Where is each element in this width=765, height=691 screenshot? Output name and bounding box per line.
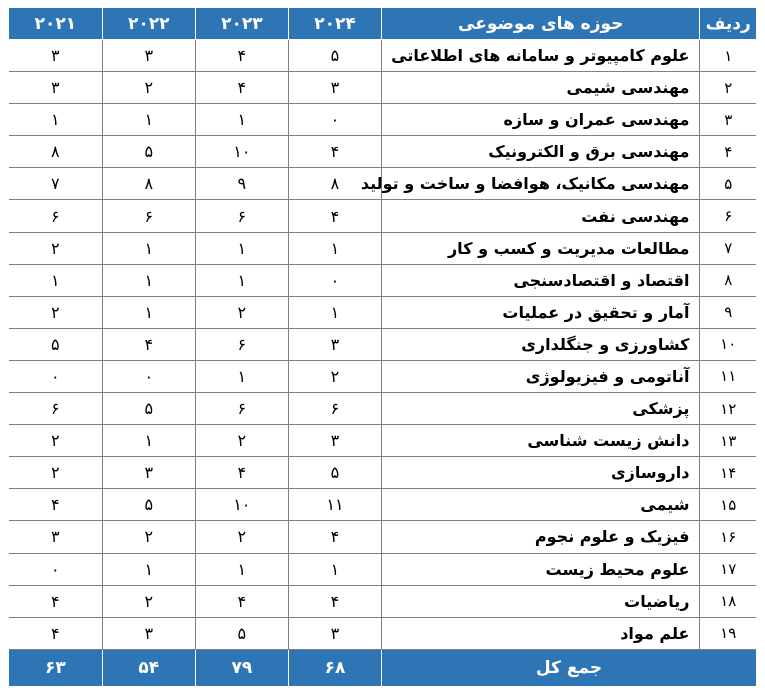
table-row [9, 553, 756, 585]
cell-value-2022: ۱ [102, 264, 195, 296]
cell-subject-area: ریاضیات [382, 585, 700, 617]
cell-value-2021: ۳ [9, 521, 102, 553]
cell-row-number: ۶ [700, 200, 756, 232]
cell-value-2021: ۱ [9, 264, 102, 296]
table-row [9, 40, 756, 72]
cell-row-number: ۱۰ [700, 328, 756, 360]
cell-value-2021: ۲ [9, 457, 102, 489]
cell-value-2023: ۱۰ [195, 489, 288, 521]
cell-value-2021: ۶ [9, 200, 102, 232]
table-row [9, 489, 756, 521]
cell-row-number: ۱۷ [700, 553, 756, 585]
cell-value-2021: ۸ [9, 136, 102, 168]
cell-value-2023: ۴ [195, 40, 288, 72]
cell-subject-area: مهندسی مکانیک، هوافضا و ساخت و تولید [382, 168, 700, 200]
cell-value-2023: ۲ [195, 521, 288, 553]
cell-value-2021: ۳ [9, 72, 102, 104]
total-value-2021: ۶۳ [9, 650, 102, 687]
cell-value-2023: ۲ [195, 425, 288, 457]
cell-subject-area: مهندسی شیمی [382, 72, 700, 104]
cell-row-number: ۹ [700, 296, 756, 328]
cell-value-2022: ۲ [102, 72, 195, 104]
cell-row-number: ۱۱ [700, 360, 756, 392]
cell-subject-area: علوم محیط زیست [382, 553, 700, 585]
cell-subject-area: آمار و تحقیق در عملیات [382, 296, 700, 328]
cell-value-2024: ۶ [288, 393, 381, 425]
table-row [9, 168, 756, 200]
total-value-2023: ۷۹ [195, 650, 288, 687]
table-row [9, 521, 756, 553]
table-row [9, 585, 756, 617]
table-row [9, 104, 756, 136]
table-row [9, 72, 756, 104]
column-header-year-2024: ۲۰۲۴ [288, 8, 381, 40]
cell-row-number: ۷ [700, 232, 756, 264]
total-row [9, 650, 756, 687]
cell-value-2024: ۳ [288, 617, 381, 649]
cell-value-2021: ۶ [9, 393, 102, 425]
table-row [9, 232, 756, 264]
cell-value-2023: ۱ [195, 360, 288, 392]
cell-value-2021: ۱ [9, 104, 102, 136]
cell-value-2024: ۴ [288, 200, 381, 232]
header-row [9, 8, 756, 40]
cell-value-2021: ۲ [9, 296, 102, 328]
cell-subject-area: مهندسی نفت [382, 200, 700, 232]
cell-value-2022: ۱ [102, 425, 195, 457]
cell-value-2023: ۱ [195, 104, 288, 136]
cell-value-2022: ۳ [102, 40, 195, 72]
cell-value-2024: ۳ [288, 328, 381, 360]
cell-value-2022: ۲ [102, 521, 195, 553]
cell-row-number: ۱۸ [700, 585, 756, 617]
column-header-year-2023: ۲۰۲۳ [195, 8, 288, 40]
cell-value-2023: ۱۰ [195, 136, 288, 168]
cell-value-2024: ۱ [288, 296, 381, 328]
cell-row-number: ۱۲ [700, 393, 756, 425]
cell-subject-area: مهندسی برق و الکترونیک [382, 136, 700, 168]
cell-value-2024: ۰ [288, 264, 381, 296]
cell-value-2021: ۲ [9, 425, 102, 457]
cell-value-2021: ۴ [9, 617, 102, 649]
cell-value-2024: ۱ [288, 232, 381, 264]
cell-subject-area: مطالعات مدیریت و کسب و کار [382, 232, 700, 264]
table-footer [9, 650, 756, 687]
table-row [9, 425, 756, 457]
table-row [9, 296, 756, 328]
cell-value-2024: ۴ [288, 521, 381, 553]
cell-value-2024: ۴ [288, 136, 381, 168]
cell-row-number: ۱۹ [700, 617, 756, 649]
cell-subject-area: فیزیک و علوم نجوم [382, 521, 700, 553]
table-row [9, 200, 756, 232]
cell-value-2024: ۴ [288, 585, 381, 617]
cell-row-number: ۱۶ [700, 521, 756, 553]
cell-subject-area: مهندسی عمران و سازه [382, 104, 700, 136]
cell-value-2024: ۸ [288, 168, 381, 200]
cell-value-2021: ۲ [9, 232, 102, 264]
cell-value-2022: ۰ [102, 360, 195, 392]
cell-value-2021: ۴ [9, 489, 102, 521]
cell-value-2022: ۵ [102, 393, 195, 425]
table-row [9, 457, 756, 489]
cell-subject-area: پزشکی [382, 393, 700, 425]
cell-value-2023: ۶ [195, 328, 288, 360]
cell-value-2023: ۴ [195, 585, 288, 617]
cell-subject-area: علوم کامپیوتر و سامانه های اطلاعاتی [382, 40, 700, 72]
table-row [9, 328, 756, 360]
cell-value-2022: ۸ [102, 168, 195, 200]
cell-row-number: ۱ [700, 40, 756, 72]
total-value-2024: ۶۸ [288, 650, 381, 687]
cell-value-2021: ۳ [9, 40, 102, 72]
total-value-2022: ۵۴ [102, 650, 195, 687]
cell-value-2024: ۳ [288, 425, 381, 457]
table-header [9, 8, 756, 40]
cell-value-2022: ۴ [102, 328, 195, 360]
cell-value-2021: ۰ [9, 553, 102, 585]
cell-subject-area: شیمی [382, 489, 700, 521]
cell-value-2023: ۱ [195, 232, 288, 264]
cell-value-2022: ۱ [102, 104, 195, 136]
cell-value-2023: ۱ [195, 264, 288, 296]
cell-value-2022: ۲ [102, 585, 195, 617]
cell-value-2022: ۱ [102, 232, 195, 264]
cell-subject-area: علم مواد [382, 617, 700, 649]
cell-row-number: ۱۵ [700, 489, 756, 521]
cell-value-2024: ۳ [288, 72, 381, 104]
cell-value-2021: ۰ [9, 360, 102, 392]
cell-subject-area: کشاورزی و جنگلداری [382, 328, 700, 360]
column-header-row-number: ردیف [700, 8, 756, 40]
cell-value-2022: ۵ [102, 136, 195, 168]
cell-value-2023: ۴ [195, 72, 288, 104]
cell-value-2023: ۲ [195, 296, 288, 328]
cell-value-2022: ۶ [102, 200, 195, 232]
cell-value-2023: ۴ [195, 457, 288, 489]
cell-value-2021: ۴ [9, 585, 102, 617]
cell-value-2024: ۱ [288, 553, 381, 585]
column-header-subject: حوزه های موضوعی [382, 8, 700, 40]
cell-row-number: ۴ [700, 136, 756, 168]
cell-value-2024: ۰ [288, 104, 381, 136]
table-row [9, 360, 756, 392]
cell-value-2023: ۶ [195, 200, 288, 232]
cell-value-2021: ۷ [9, 168, 102, 200]
table-row [9, 393, 756, 425]
cell-value-2022: ۳ [102, 617, 195, 649]
cell-row-number: ۲ [700, 72, 756, 104]
cell-value-2024: ۲ [288, 360, 381, 392]
cell-value-2023: ۹ [195, 168, 288, 200]
total-label: جمع کل [382, 650, 756, 687]
cell-row-number: ۱۴ [700, 457, 756, 489]
cell-value-2022: ۱ [102, 553, 195, 585]
cell-value-2022: ۳ [102, 457, 195, 489]
cell-value-2023: ۵ [195, 617, 288, 649]
cell-subject-area: آناتومی و فیزیولوژی [382, 360, 700, 392]
column-header-year-2021: ۲۰۲۱ [9, 8, 102, 40]
cell-subject-area: داروسازی [382, 457, 700, 489]
table-row [9, 617, 756, 649]
cell-value-2024: ۵ [288, 40, 381, 72]
subject-areas-table [9, 7, 756, 687]
cell-value-2023: ۶ [195, 393, 288, 425]
cell-row-number: ۸ [700, 264, 756, 296]
cell-subject-area: اقتصاد و اقتصادسنجی [382, 264, 700, 296]
cell-row-number: ۵ [700, 168, 756, 200]
table-body [9, 40, 756, 650]
cell-value-2022: ۱ [102, 296, 195, 328]
cell-row-number: ۱۳ [700, 425, 756, 457]
cell-row-number: ۳ [700, 104, 756, 136]
cell-value-2024: ۵ [288, 457, 381, 489]
cell-subject-area: دانش زیست شناسی [382, 425, 700, 457]
cell-value-2024: ۱۱ [288, 489, 381, 521]
column-header-year-2022: ۲۰۲۲ [102, 8, 195, 40]
cell-value-2021: ۵ [9, 328, 102, 360]
table-row [9, 264, 756, 296]
cell-value-2022: ۵ [102, 489, 195, 521]
table-row [9, 136, 756, 168]
cell-value-2023: ۱ [195, 553, 288, 585]
